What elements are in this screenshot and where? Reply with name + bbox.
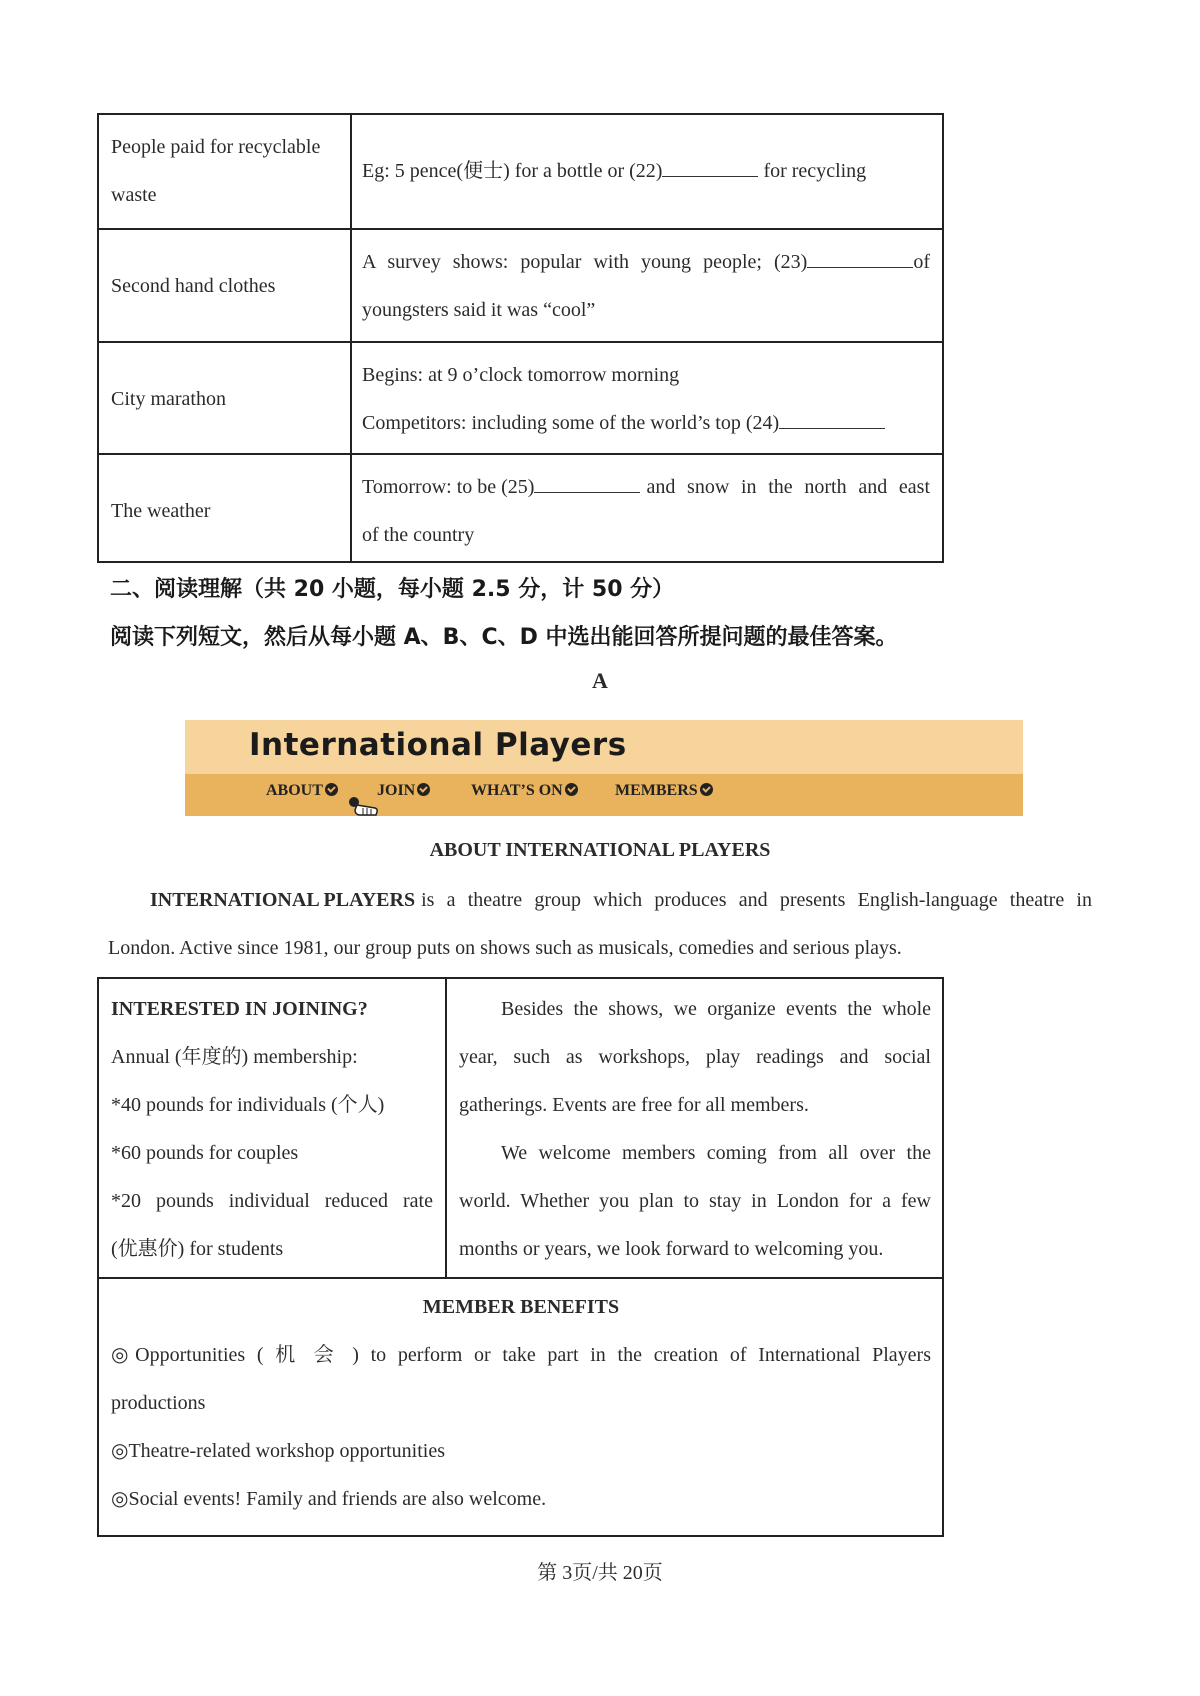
row-label [111,123,343,219]
benefits-heading: MEMBER BENEFITS [422,1296,620,1318]
nav-label: ABOUT [266,782,323,799]
nav-label: MEMBERS [615,782,698,799]
table-row [99,453,942,565]
table-divider [99,1277,942,1279]
hand-cursor-icon [349,796,379,818]
content-line: Begins: at 9 o’clock tomorrow morning [362,364,680,386]
nav-label: JOIN [377,782,416,799]
row-label-line: waste [111,184,157,206]
row-label: City marathon [111,388,226,410]
events-line: Besides the shows, we organize events the whole [501,998,931,1020]
about-heading: ABOUT INTERNATIONAL PLAYERS [429,839,771,861]
joining-line: *20 pounds individual reduced rate [111,1190,433,1212]
row-label-line: People paid for recyclable [111,136,321,158]
joining-line: (优惠价) for students [111,1238,284,1260]
row-label: Second hand clothes [111,275,276,297]
website-banner [185,720,1023,816]
nav-whats-on[interactable] [471,782,578,800]
about-paragraph-line [150,876,1092,924]
page-number: 第 3页/共 20页 [537,1562,663,1584]
content-text: and snow in the north and east [646,476,930,498]
content-line: youngsters said it was “cool” [362,299,596,321]
about-bold-lead: INTERNATIONAL PLAYERS [150,889,416,911]
content-line: of the country [362,524,475,546]
benefits-cell [111,1283,931,1523]
row-content [362,147,930,195]
row-label: The weather [111,500,211,522]
content-line [362,463,930,511]
banner-nav-bar [185,774,1023,816]
table-row [99,115,942,228]
passage-letter: A [592,668,608,693]
answer-blank-22[interactable] [662,156,758,177]
nav-about[interactable] [266,782,338,800]
content-line [362,399,930,447]
joining-heading: INTERESTED IN JOINING? [111,998,368,1020]
events-line: gatherings. Events are free for all members. [459,1094,809,1116]
row-content [362,238,930,334]
answer-blank-24[interactable] [779,408,885,429]
events-line: world. Whether you plan to stay in London for a few [459,1190,931,1212]
nav-members[interactable] [615,782,713,800]
row-content [362,463,930,559]
content-line [362,238,930,286]
nav-join[interactable] [377,782,430,800]
content-text: Eg: 5 pence(便士) for a bottle or (22) [362,160,663,182]
nav-label: WHAT’S ON [471,782,563,799]
joining-line: *60 pounds for couples [111,1142,299,1164]
content-text: Tomorrow: to be (25) [362,476,535,498]
events-line: year, such as workshops, play readings and social [459,1046,931,1068]
benefit-item: productions [111,1392,206,1414]
section-instruction: 阅读下列短文，然后从每小题 A、B、C、D 中选出能回答所提问题的最佳答案。 [110,625,898,650]
benefit-item: ◎Opportunities ( 机 会 ) to perform or take part in the creation of International Players [111,1344,931,1366]
joining-line: Annual (年度的) membership: [111,1046,358,1068]
row-content [362,351,930,447]
content-text: for recycling [763,160,867,182]
chevron-circle-icon [417,783,430,796]
about-text: is a theatre group which produces and presents English-language theatre in [421,889,1092,911]
chevron-circle-icon [325,783,338,796]
events-line: We welcome members coming from all over the [501,1142,931,1164]
benefit-item: ◎Theatre-related workshop opportunities [111,1440,446,1462]
chevron-circle-icon [565,783,578,796]
answer-blank-25[interactable] [534,472,640,493]
fill-in-table [97,113,944,563]
content-text: Competitors: including some of the world’s top (24) [362,412,780,434]
about-paragraph-line: London. Active since 1981, our group puts on shows such as musicals, comedies and serious plays. [108,937,902,959]
events-cell [459,985,931,1273]
banner-title: International Players [249,727,627,763]
benefit-item: ◎Social events! Family and friends are also welcome. [111,1488,547,1510]
events-line: months or years, we look forward to welcoming you. [459,1238,884,1260]
joining-cell [111,985,433,1273]
joining-line: *40 pounds for individuals (个人) [111,1094,385,1116]
answer-blank-23[interactable] [807,247,913,268]
table-row [99,228,942,341]
table-row [99,341,942,453]
content-text: of [913,251,930,273]
banner-title-bar [185,720,1023,774]
section-heading: 二、阅读理解（共 20 小题，每小题 2.5 分，计 50 分） [110,577,675,602]
content-text: A survey shows: popular with young people; (23) [362,251,808,273]
table-divider [445,979,447,1277]
info-table [97,977,944,1537]
chevron-circle-icon [700,783,713,796]
